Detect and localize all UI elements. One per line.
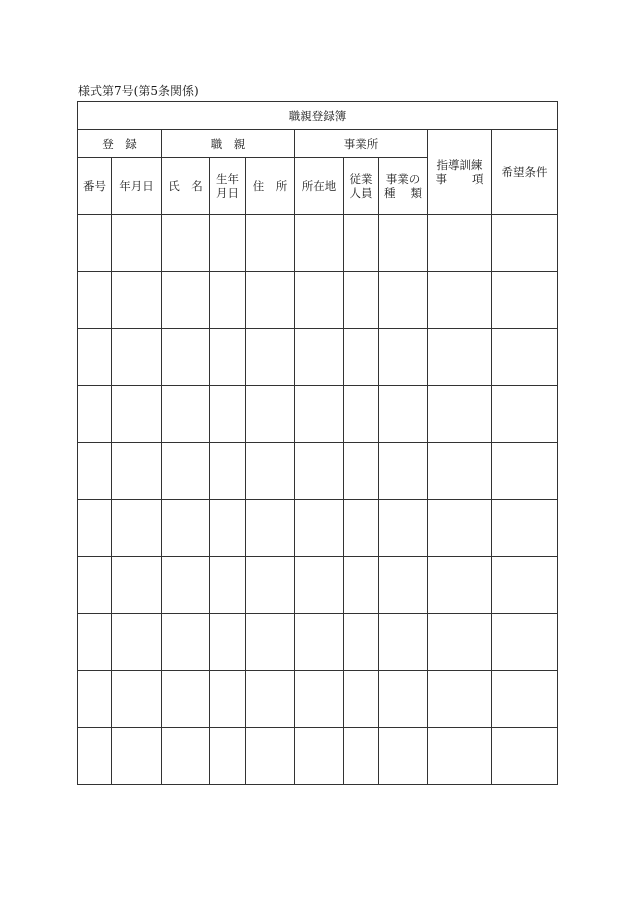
cell-address: [246, 614, 295, 671]
cell-conditions: [492, 272, 558, 329]
cell-employees: [344, 671, 379, 728]
header-business-type: [379, 158, 428, 215]
cell-number: [78, 614, 112, 671]
cell-name: [162, 614, 210, 671]
cell-address: [246, 272, 295, 329]
cell-conditions: [492, 386, 558, 443]
cell-conditions: [492, 557, 558, 614]
title-row: [78, 102, 558, 130]
table-row: [78, 443, 558, 500]
cell-business-type: [379, 215, 428, 272]
cell-date: [112, 329, 162, 386]
cell-location: [295, 728, 344, 785]
cell-employees: [344, 728, 379, 785]
group-header-row: [78, 130, 558, 158]
cell-number: [78, 728, 112, 785]
cell-birthdate: [210, 500, 246, 557]
cell-guidance: [428, 215, 492, 272]
header-number: 番号: [78, 158, 112, 215]
cell-date: [112, 614, 162, 671]
cell-employees: [344, 614, 379, 671]
cell-business-type: [379, 728, 428, 785]
cell-guidance: [428, 671, 492, 728]
cell-location: [295, 386, 344, 443]
cell-date: [112, 272, 162, 329]
cell-name: [162, 215, 210, 272]
cell-birthdate: [210, 671, 246, 728]
cell-business-type: [379, 500, 428, 557]
header-name: 氏 名: [162, 158, 210, 215]
header-address: 住 所: [246, 158, 295, 215]
cell-date: [112, 215, 162, 272]
guidance-line1: 指導訓練: [436, 158, 483, 172]
guidance-char-2: 項: [472, 172, 484, 186]
cell-name: [162, 500, 210, 557]
cell-date: [112, 386, 162, 443]
cell-date: [112, 500, 162, 557]
cell-number: [78, 671, 112, 728]
cell-birthdate: [210, 272, 246, 329]
cell-location: [295, 215, 344, 272]
cell-address: [246, 329, 295, 386]
cell-name: [162, 728, 210, 785]
header-birthdate: [210, 158, 246, 215]
cell-birthdate: [210, 215, 246, 272]
cell-employees: [344, 386, 379, 443]
cell-employees: [344, 215, 379, 272]
birth-line1: 生年: [216, 172, 239, 186]
header-shokushin: 職 親: [162, 130, 295, 158]
cell-address: [246, 557, 295, 614]
cell-guidance: [428, 728, 492, 785]
cell-conditions: [492, 215, 558, 272]
guidance-line2: [436, 172, 484, 186]
header-office: 事業所: [295, 130, 428, 158]
employees-line1: 従業: [349, 172, 373, 186]
cell-guidance: [428, 557, 492, 614]
header-registration: 登 録: [78, 130, 162, 158]
cell-location: [295, 500, 344, 557]
cell-number: [78, 329, 112, 386]
cell-guidance: [428, 329, 492, 386]
cell-location: [295, 272, 344, 329]
cell-guidance: [428, 500, 492, 557]
business-char-1: 種: [384, 186, 396, 200]
table-row: [78, 272, 558, 329]
cell-name: [162, 557, 210, 614]
header-conditions: 希望条件: [492, 130, 558, 215]
cell-name: [162, 443, 210, 500]
cell-address: [246, 728, 295, 785]
cell-business-type: [379, 671, 428, 728]
cell-conditions: [492, 671, 558, 728]
cell-birthdate: [210, 443, 246, 500]
cell-number: [78, 557, 112, 614]
header-guidance: [428, 130, 492, 215]
cell-name: [162, 386, 210, 443]
cell-business-type: [379, 386, 428, 443]
cell-business-type: [379, 557, 428, 614]
cell-address: [246, 443, 295, 500]
cell-name: [162, 329, 210, 386]
cell-employees: [344, 500, 379, 557]
cell-date: [112, 728, 162, 785]
cell-business-type: [379, 443, 428, 500]
cell-birthdate: [210, 329, 246, 386]
cell-date: [112, 443, 162, 500]
cell-address: [246, 386, 295, 443]
form-number-label: 様式第7号(第5条関係): [78, 84, 199, 98]
cell-address: [246, 500, 295, 557]
cell-date: [112, 671, 162, 728]
shokushin-register-table: [77, 101, 558, 785]
table-row: [78, 329, 558, 386]
cell-location: [295, 557, 344, 614]
cell-guidance: [428, 443, 492, 500]
header-employees: [344, 158, 379, 215]
cell-employees: [344, 443, 379, 500]
cell-date: [112, 557, 162, 614]
table-row: [78, 386, 558, 443]
business-char-2: 類: [410, 186, 422, 200]
guidance-char-1: 事: [435, 172, 447, 186]
cell-birthdate: [210, 728, 246, 785]
table-row: [78, 557, 558, 614]
table-row: [78, 500, 558, 557]
header-date: 年月日: [112, 158, 162, 215]
cell-business-type: [379, 272, 428, 329]
cell-conditions: [492, 614, 558, 671]
cell-conditions: [492, 329, 558, 386]
cell-number: [78, 215, 112, 272]
cell-conditions: [492, 728, 558, 785]
cell-birthdate: [210, 557, 246, 614]
business-line1: 事業の: [385, 172, 421, 186]
cell-location: [295, 443, 344, 500]
employees-line2: 人員: [349, 186, 373, 200]
table-row: [78, 215, 558, 272]
cell-birthdate: [210, 386, 246, 443]
table-row: [78, 671, 558, 728]
cell-guidance: [428, 272, 492, 329]
cell-employees: [344, 329, 379, 386]
cell-number: [78, 500, 112, 557]
table-row: [78, 728, 558, 785]
business-line2: [384, 186, 422, 200]
table-title: 職親登録簿: [78, 102, 558, 130]
header-location: 所在地: [295, 158, 344, 215]
cell-name: [162, 272, 210, 329]
cell-location: [295, 329, 344, 386]
cell-address: [246, 671, 295, 728]
cell-location: [295, 671, 344, 728]
cell-location: [295, 614, 344, 671]
cell-name: [162, 671, 210, 728]
cell-conditions: [492, 443, 558, 500]
cell-number: [78, 272, 112, 329]
cell-conditions: [492, 500, 558, 557]
cell-business-type: [379, 329, 428, 386]
cell-business-type: [379, 614, 428, 671]
cell-guidance: [428, 386, 492, 443]
cell-employees: [344, 272, 379, 329]
cell-guidance: [428, 614, 492, 671]
cell-address: [246, 215, 295, 272]
table-row: [78, 614, 558, 671]
cell-number: [78, 443, 112, 500]
birth-line2: 月日: [216, 186, 239, 200]
cell-number: [78, 386, 112, 443]
cell-employees: [344, 557, 379, 614]
cell-birthdate: [210, 614, 246, 671]
